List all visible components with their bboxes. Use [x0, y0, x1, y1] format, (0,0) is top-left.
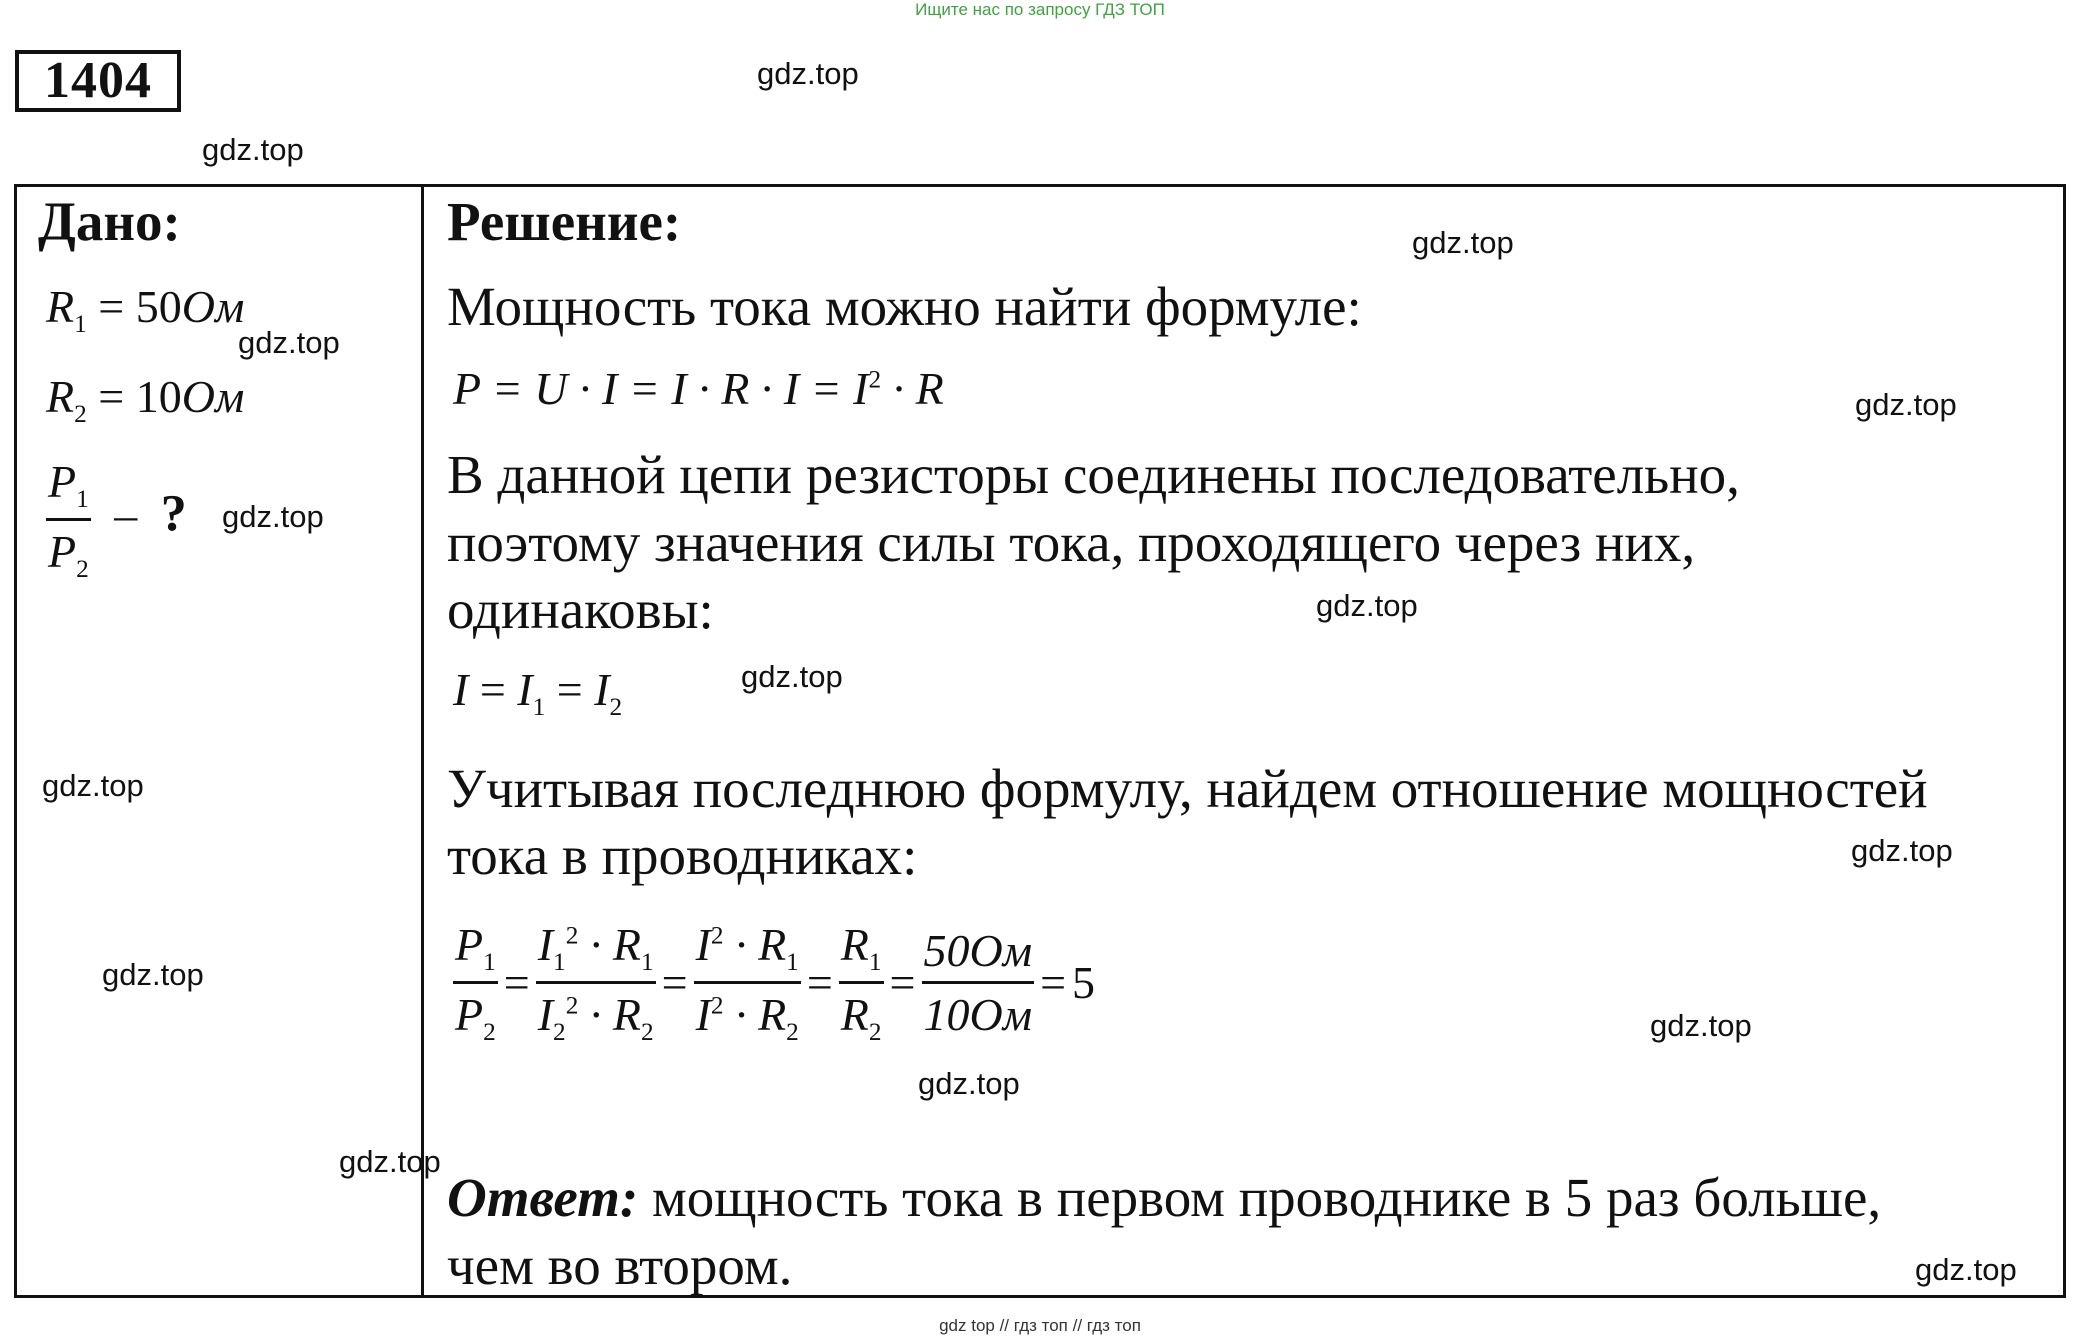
fraction-values: $\frac{50Ом}{10Ом}$	[923, 925, 1033, 1041]
solution-para2-line2: поэтому значения силы тока, проходящего через них,	[447, 512, 1696, 573]
footer-links: gdz top // гдз топ // гдз топ	[939, 1316, 1141, 1335]
ratio-dash: –	[114, 489, 138, 541]
watermark: gdz.top	[1855, 387, 1957, 422]
watermark: gdz.top	[1412, 225, 1514, 260]
answer-line-2: чем во втором.	[447, 1235, 793, 1296]
watermark: gdz.top	[1316, 588, 1418, 623]
problem-number: 1404	[15, 50, 181, 112]
formula-power: $P = U \cdot I = I \cdot R \cdot I = I^2 \cdot R$	[453, 363, 944, 414]
fraction-i1-i2: $\frac{I_1^2 \cdot R_1}{I_2^2 \cdot R_2}$	[537, 919, 654, 1047]
given-unknown-ratio	[46, 455, 187, 584]
given-heading: Дано:	[38, 191, 181, 252]
watermark: gdz.top	[339, 1144, 441, 1179]
solution-para3-line2: тока в проводниках:	[447, 825, 918, 886]
ratio-result: 5	[1072, 957, 1096, 1009]
formula-current: $I = I_1 = I_2$	[453, 664, 623, 722]
solution-heading: Решение:	[447, 191, 682, 252]
given-r1: $R_1 = 50Ом$	[46, 281, 245, 339]
formula-power-ratio: $\frac{P_1}{P_2}$ = $\frac{I_1^2 \cdot R_1}{I_2^2 \cdot R_2}$ = $\frac{I^2 \cdot R_1}{I^2 \cdot R_2}$ = $\frac{R_1}{R_2}$ = $\frac{50Ом}{10Ом}$ = 5	[455, 919, 1096, 1047]
watermark: gdz.top	[1915, 1252, 2017, 1287]
watermark: gdz.top	[222, 499, 324, 534]
watermark: gdz.top	[918, 1066, 1020, 1101]
watermark: gdz.top	[102, 957, 204, 992]
fraction-i-i: $\frac{I^2 \cdot R_1}{I^2 \cdot R_2}$	[695, 919, 799, 1047]
watermark: gdz.top	[1851, 833, 1953, 868]
answer-label: Ответ:	[447, 1167, 639, 1228]
watermark: gdz.top	[202, 132, 304, 167]
given-r2: $R_2 = 10Ом$	[46, 371, 245, 429]
top-banner: Ищите нас по запросу ГДЗ ТОП	[915, 0, 1165, 19]
answer-line-1: Ответ: мощность тока в первом проводнике в 5 раз больше,	[447, 1167, 1882, 1228]
watermark: gdz.top	[42, 768, 144, 803]
question-mark: ?	[160, 485, 187, 543]
solution-para2-line3: одинаковы:	[447, 579, 714, 640]
fraction-r1-r2: $\frac{R_1}{R_2}$	[840, 919, 882, 1047]
column-divider	[421, 184, 424, 1298]
watermark: gdz.top	[757, 56, 859, 91]
watermark: gdz.top	[1650, 1008, 1752, 1043]
watermark: gdz.top	[238, 325, 340, 360]
fraction-p1-p2: $\frac{P_1}{P_2}$	[455, 919, 496, 1047]
watermark: gdz.top	[741, 659, 843, 694]
ratio-fraction: $\frac{P_1}{P_2}$	[48, 456, 89, 584]
solution-para3-line1: Учитывая последнюю формулу, найдем отношение мощностей	[447, 758, 1928, 819]
solution-line-1: Мощность тока можно найти формуле:	[447, 276, 1362, 337]
solution-para2-line1: В данной цепи резисторы соединены последовательно,	[447, 444, 1740, 505]
